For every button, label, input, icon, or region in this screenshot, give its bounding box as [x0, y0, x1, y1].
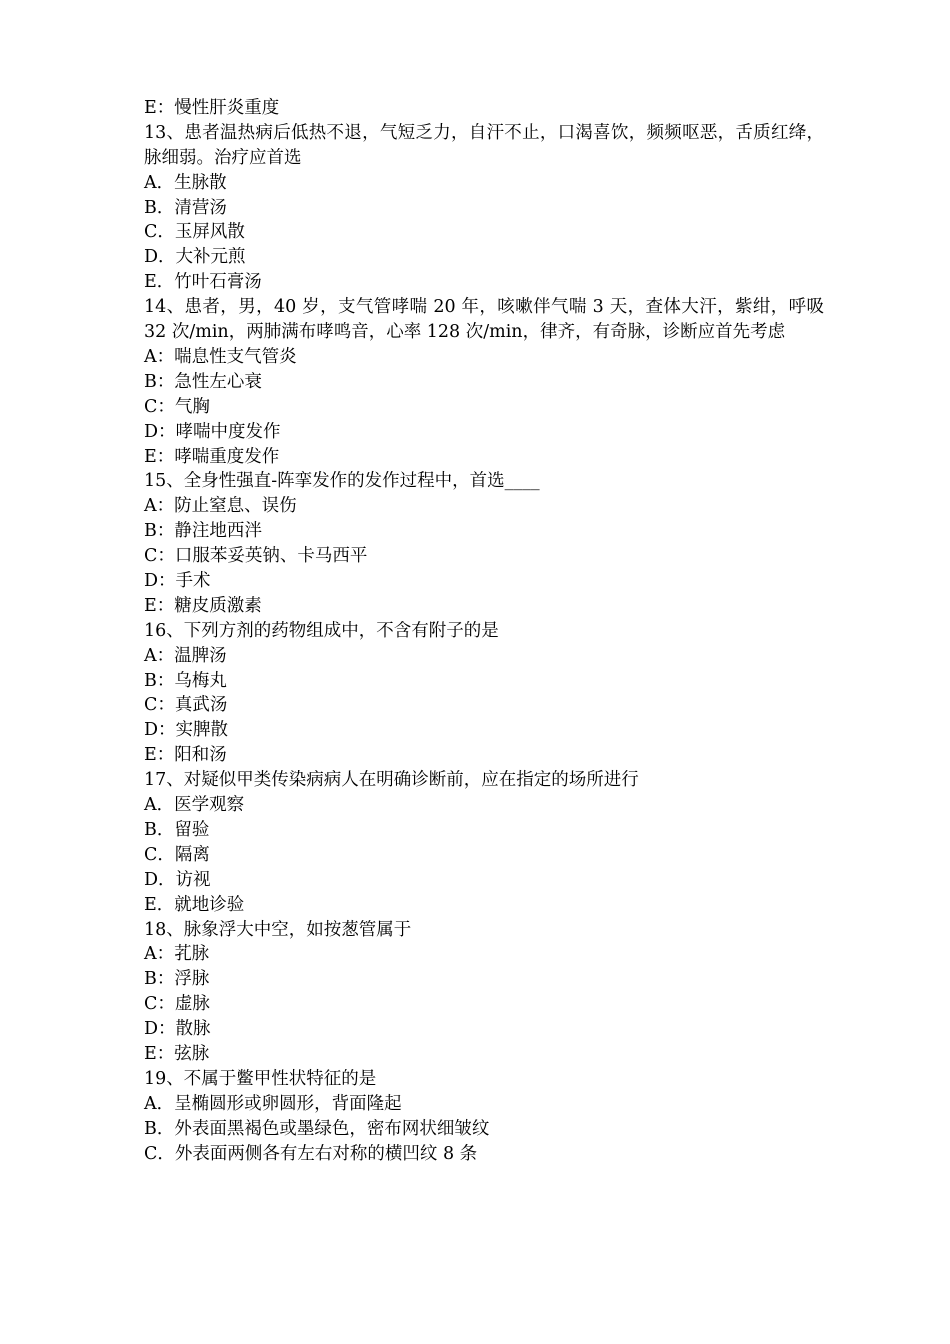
option-line: E：慢性肝炎重度 — [144, 98, 280, 118]
option-line: C．外表面两侧各有左右对称的横凹纹 8 条 — [144, 1143, 478, 1164]
option-line: A：芤脉 — [144, 944, 210, 965]
question-17 — [144, 768, 824, 917]
option-line: B．外表面黑褐色或墨绿色，密布网状细皱纹 — [144, 1118, 490, 1139]
option-line: C：虚脉 — [144, 994, 210, 1015]
question-stem: 18、脉象浮大中空，如按葱管属于 — [144, 919, 412, 940]
question-stem: 17、对疑似甲类传染病病人在明确诊断前，应在指定的场所进行 — [144, 770, 639, 791]
question-14 — [144, 295, 824, 469]
document-page — [144, 96, 824, 1166]
option-line: B：乌梅丸 — [144, 670, 227, 691]
question-stem: 19、不属于鳖甲性状特征的是 — [144, 1068, 377, 1089]
option-line: B：急性左心衰 — [144, 371, 262, 392]
option-line: D．访视 — [144, 869, 211, 890]
option-line: D：手术 — [144, 571, 211, 591]
question-18 — [144, 918, 824, 1067]
option-line: C．玉屏风散 — [144, 222, 245, 243]
question-13 — [144, 121, 824, 295]
option-line: D．大补元煎 — [144, 247, 246, 268]
option-line: C．隔离 — [144, 844, 210, 865]
option-line: B：静注地西泮 — [144, 521, 262, 542]
option-line: A：温脾汤 — [144, 645, 227, 666]
option-line: D：散脉 — [144, 1019, 211, 1040]
question-19 — [144, 1067, 824, 1167]
question-16 — [144, 619, 824, 768]
option-line: C：口服苯妥英钠、卡马西平 — [144, 546, 368, 567]
option-line: B．清营汤 — [144, 197, 227, 218]
option-line: E：糖皮质激素 — [144, 595, 262, 616]
option-line: C：气胸 — [144, 396, 210, 417]
option-line: B：浮脉 — [144, 969, 210, 990]
option-line: E：弦脉 — [144, 1043, 210, 1064]
option-line: C：真武汤 — [144, 695, 228, 716]
question-stem: 16、下列方剂的药物组成中，不含有附子的是 — [144, 620, 499, 641]
question-stem: 14、患者，男，40 岁，支气管哮喘 20 年，咳嗽伴气喘 3 天，查体大汗，紫绀，呼吸 32 次/min，两肺满布哮鸣音，心率 128 次/min，律齐，有奇脉，诊断应首先考虑 — [144, 297, 824, 343]
option-line: E．竹叶石膏汤 — [144, 272, 262, 293]
question-stem: 15、全身性强直-阵挛发作的发作过程中，首选____ — [144, 471, 540, 492]
option-line: D：哮喘中度发作 — [144, 421, 281, 442]
question-stem: 13、患者温热病后低热不退，气短乏力，自汗不止，口渴喜饮，频频呕恶，舌质红绛，脉细弱。治疗应首选 — [144, 122, 824, 168]
option-line: E．就地诊验 — [144, 894, 245, 915]
option-line: A：防止窒息、误伤 — [144, 496, 297, 517]
question-15 — [144, 469, 824, 618]
option-line: A：喘息性支气管炎 — [144, 346, 297, 367]
option-line: A．生脉散 — [144, 172, 227, 193]
option-line: E：阳和汤 — [144, 745, 227, 766]
option-line: E：哮喘重度发作 — [144, 446, 280, 467]
option-line: B．留验 — [144, 819, 210, 840]
option-line: A．医学观察 — [144, 795, 245, 816]
option-line: D：实脾散 — [144, 720, 229, 741]
option-line: A．呈椭圆形或卵圆形，背面隆起 — [144, 1093, 402, 1114]
